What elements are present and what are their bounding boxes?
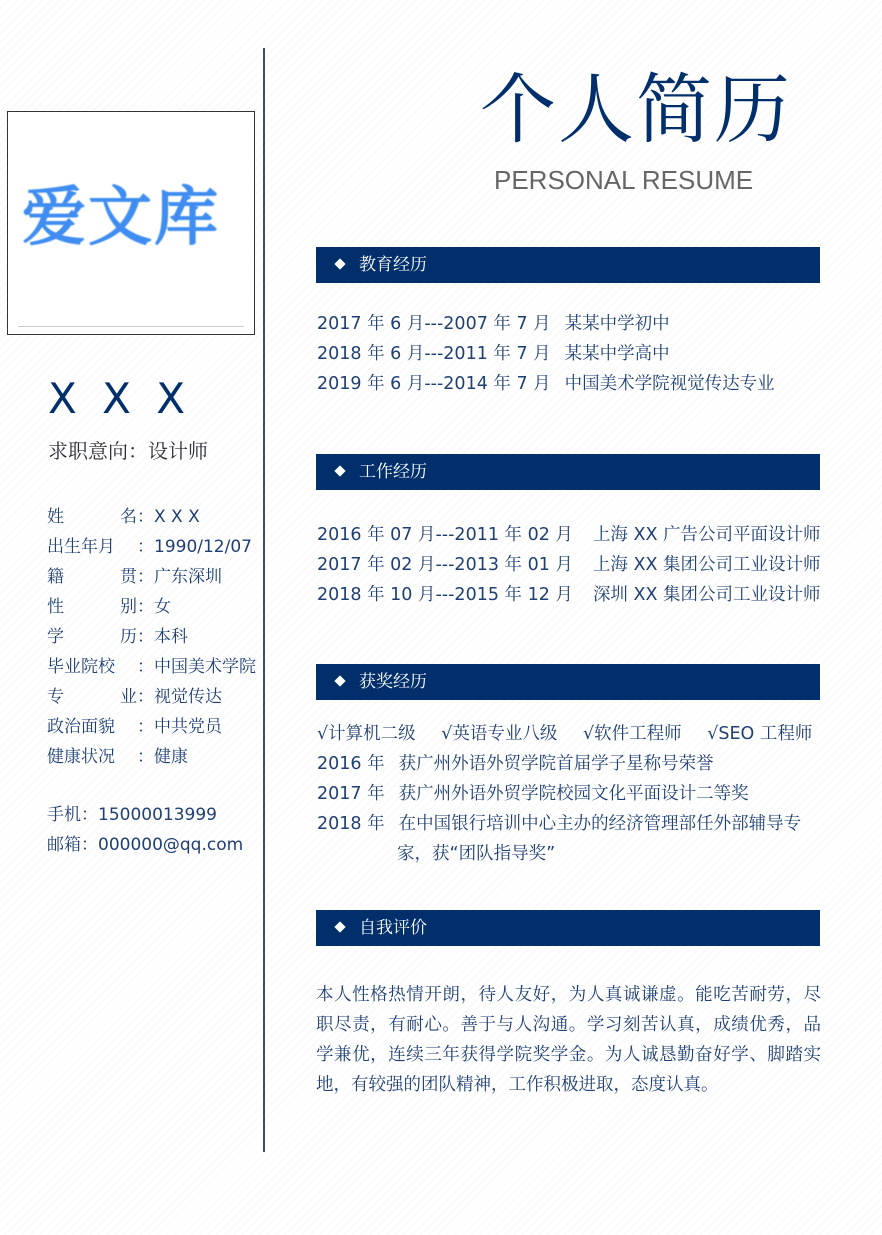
info-label <box>47 502 137 532</box>
info-row-degree: 学 历 ： 本科 <box>47 622 262 652</box>
info-value: 视觉传达 <box>154 687 222 707</box>
label-char-2: 名 <box>120 507 137 527</box>
work-list <box>317 520 822 610</box>
list-item: 2016 年 07 月---2011 年 02 月 上海 XX 广告公司平面设计师 <box>317 525 821 545</box>
info-value: 女 <box>154 597 171 617</box>
list-item: 2018 年 在中国银行培训中心主办的经济管理部任外部辅导专 <box>317 814 802 834</box>
info-row-birth: 出生年月 ： 1990/12/07 <box>47 532 262 562</box>
info-value: X X X <box>154 507 200 527</box>
certificate: √软件工程师 <box>582 724 682 744</box>
section-title: 自我评价 <box>359 918 427 938</box>
photo-frame <box>7 111 255 335</box>
page-title: 个人简历 <box>480 65 792 154</box>
section-title: 获奖经历 <box>359 672 427 692</box>
page-subtitle: PERSONAL RESUME <box>494 165 754 195</box>
section-header-work <box>316 454 820 490</box>
awards-list <box>317 719 822 869</box>
column-divider <box>263 48 265 1152</box>
certificate: √SEO 工程师 <box>707 724 813 744</box>
info-row-name: 姓 名 ： X X X <box>47 502 262 532</box>
info-label: 健康状况 <box>47 747 115 767</box>
section-header-self-eval <box>316 910 820 946</box>
info-value: 1990/12/07 <box>154 537 252 557</box>
certificate-row <box>317 719 822 749</box>
list-item: 2017 年 6 月---2007 年 7 月 某某中学初中 <box>317 314 670 334</box>
diamond-bullet-icon <box>334 258 345 269</box>
info-value: 健康 <box>154 747 188 767</box>
list-item-continuation: 家，获“团队指导奖” <box>397 844 556 864</box>
watermark-logo: 爱文库 <box>22 181 220 255</box>
info-row-school: 毕业院校 ： 中国美术学院 <box>47 652 262 682</box>
info-row-gender: 性 别 ： 女 <box>47 592 262 622</box>
label-char-1: 姓 <box>47 507 64 527</box>
list-item: 2016 年 获广州外语外贸学院首届学子星称号荣誉 <box>317 754 714 774</box>
photo-underline <box>18 326 244 327</box>
info-row-native: 籍 贯 ： 广东深圳 <box>47 562 262 592</box>
personal-info-list <box>47 502 262 772</box>
section-header-education <box>316 247 820 283</box>
list-item: 2018 年 6 月---2011 年 7 月 某某中学高中 <box>317 344 670 364</box>
email: 邮箱：000000@qq.com <box>47 835 244 855</box>
certificate: √英语专业八级 <box>441 724 558 744</box>
info-row-politics: 政治面貌 ： 中共党员 <box>47 712 262 742</box>
diamond-bullet-icon <box>334 675 345 686</box>
info-row-health: 健康状况 ： 健康 <box>47 742 262 772</box>
job-intent: 求职意向：设计师 <box>48 439 208 463</box>
section-header-awards <box>316 664 820 700</box>
phone: 手机：15000013999 <box>47 805 217 825</box>
info-row-major: 专 业 ： 视觉传达 <box>47 682 262 712</box>
info-label: 毕业院校 <box>47 657 115 677</box>
list-item: 2017 年 02 月---2013 年 01 月 上海 XX 集团公司工业设计师 <box>317 555 821 575</box>
info-value: 广东深圳 <box>154 567 222 587</box>
info-label: 出生年月 <box>47 537 115 557</box>
info-value: 本科 <box>154 627 188 647</box>
info-label: 性 别 <box>47 597 137 617</box>
section-title: 教育经历 <box>359 255 427 275</box>
education-list <box>317 309 822 399</box>
candidate-name: X X X <box>48 374 192 423</box>
certificate: √计算机二级 <box>317 724 416 744</box>
list-item: 2019 年 6 月---2014 年 7 月 中国美术学院视觉传达专业 <box>317 374 775 394</box>
list-item: 2017 年 获广州外语外贸学院校园文化平面设计二等奖 <box>317 784 749 804</box>
info-label: 专 业 <box>47 687 137 707</box>
info-value: 中共党员 <box>154 717 222 737</box>
info-label: 学 历 <box>47 627 137 647</box>
diamond-bullet-icon <box>334 465 345 476</box>
section-title: 工作经历 <box>359 462 427 482</box>
self-evaluation-text: 本人性格热情开朗，待人友好，为人真诚谦虚。能吃苦耐劳，尽职尽责，有耐心。善于与人沟通。学习刻苦认真，成绩优秀，品学兼优，连续三年获得学院奖学金。为人诚恳勤奋好学、脚踏实地，有较强的团队精神，工作积极进取，态度认真。 <box>316 985 821 1095</box>
info-value: 中国美术学院 <box>154 657 256 677</box>
list-item: 2018 年 10 月---2015 年 12 月 深圳 XX 集团公司工业设计师 <box>317 585 821 605</box>
info-label: 政治面貌 <box>47 717 115 737</box>
contact-block <box>47 800 243 860</box>
info-label: 籍 贯 <box>47 567 137 587</box>
diamond-bullet-icon <box>334 921 345 932</box>
